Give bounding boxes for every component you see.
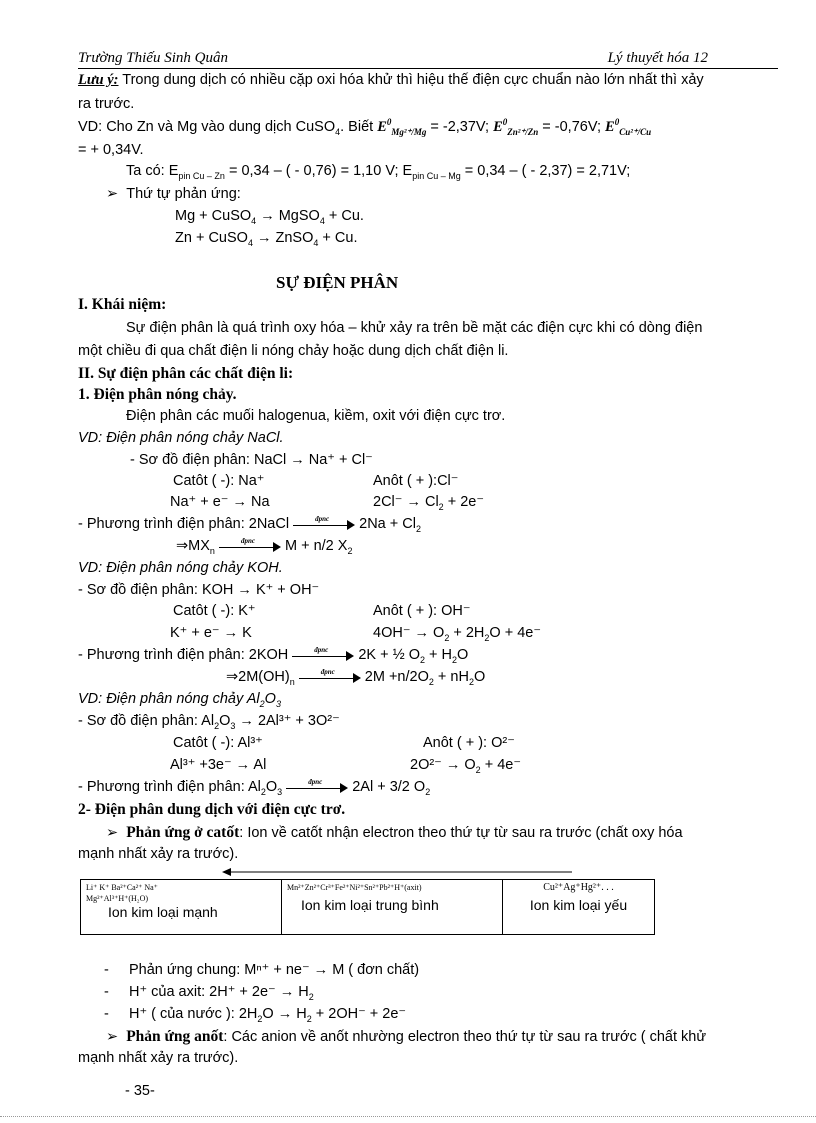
reaction-1: Mg + CuSO$_4$ → MgSO$_4$ + Cu. xyxy=(175,208,364,226)
vd-al2o3: VD: Điện phân nóng chảy $Al_2O_3$ xyxy=(78,691,281,709)
molten-desc: Điện phân các muối halogenua, kiềm, oxit với điện cực trơ. xyxy=(126,408,506,424)
cathode-reaction-line: ➢ Phản ứng ở catốt: Ion về catốt nhận electron theo thứ tự từ sau ra trước (chất oxy hóa xyxy=(106,824,683,841)
heading-concept: I. Khái niệm: xyxy=(78,296,167,313)
electrolysis-arrow-icon: đpnc xyxy=(219,540,281,552)
cathode-al: Catôt ( -): Al³⁺ xyxy=(173,735,263,751)
reaction-acid: - H⁺ của axit: $2H^+ + 2e^- \to H_2$ xyxy=(104,984,314,1002)
concept-p2: một chiều đi qua chất điện li nóng chảy hoặc dung dịch chất điện li. xyxy=(78,343,509,359)
bullet-arrow-icon: ➢ xyxy=(106,825,119,841)
page-footer-divider xyxy=(0,1116,816,1117)
equation-nacl: - Phương trình điện phân: 2NaCl đpnc $2Na + Cl_2$ xyxy=(78,515,421,534)
vd-nacl: VD: Điện phân nóng chảy NaCl. xyxy=(78,430,284,446)
bullet-arrow-icon: ➢ xyxy=(106,1029,119,1045)
heading-electrolysis: II. Sự điện phân các chất điện li: xyxy=(78,365,294,382)
cathode-koh-eq: K⁺ + e⁻ → K xyxy=(170,625,252,641)
cathode-koh: Catôt ( -): K⁺ xyxy=(173,603,256,619)
equation-koh: - Phương trình điện phân: 2KOH đpnc 2K + ½ $O_2 + H_2O$ xyxy=(78,646,469,665)
reaction-water: - H⁺ ( của nước ): $2H_2O \to H_2 + 2OH^- + 2e^-$ xyxy=(104,1006,407,1024)
reaction-general: - Phản ứng chung: Mⁿ⁺ + ne⁻ → M ( đơn chất) xyxy=(104,962,420,978)
anode-koh-eq: $4OH^- \to O_2 + 2H_2O + 4e^-$ xyxy=(373,625,541,643)
ion-cell-strong: Li⁺ K⁺ Ba²⁺Ca²⁺ Na⁺ Mg²⁺Al³⁺H⁺(H₂O) Ion kim loại mạnh xyxy=(81,880,282,935)
electrolysis-arrow-icon: đpnc xyxy=(286,781,348,793)
ion-table xyxy=(80,879,655,935)
cathode-al-eq: Al³⁺ +3e⁻ → Al xyxy=(170,757,267,773)
header-school: Trường Thiếu Sinh Quân xyxy=(78,50,228,66)
anode-nacl-eq: $2Cl^- \to Cl_2 + 2e^-$ xyxy=(373,494,484,512)
electrolysis-arrow-icon: đpnc xyxy=(293,518,355,530)
electrolysis-arrow-icon: đpnc xyxy=(292,649,354,661)
cathode-nacl-eq: Na⁺ + e⁻ → Na xyxy=(170,494,270,510)
scheme-nacl: - Sơ đồ điện phân: NaCl → Na⁺ + Cl⁻ xyxy=(130,452,373,468)
example-line-2: = + 0,34V. xyxy=(78,142,144,158)
anode-al: Anôt ( + ): O²⁻ xyxy=(423,735,515,751)
anode-reaction-line-2: mạnh nhất xảy ra trước). xyxy=(78,1050,239,1066)
example-line-1: VD: Cho Zn và Mg vào dung dịch CuSO$_4$. Biết $E^0_{Mg^{2+}/Mg} = -2,37V$; $E^0_{Zn^{2+}/Zn} = -0,76V$; $E^0_{Cu^{2+}/Cu}$ xyxy=(78,117,652,137)
section-title: SỰ ĐIỆN PHÂN xyxy=(276,273,399,292)
reaction-2: Zn + CuSO$_4$ → ZnSO$_4$ + Cu. xyxy=(175,230,358,248)
example-calc: Ta có: $E_{pin Cu - Zn} = 0,34$ – ( - 0,76) = 1,10 V; $E_{pin Cu - Mg} = 0,34$ – ( - 2,37) = 2,71V; xyxy=(126,163,631,181)
note-line-2: ra trước. xyxy=(78,96,135,112)
page-header xyxy=(78,50,778,69)
anode-koh: Anôt ( + ): OH⁻ xyxy=(373,603,471,619)
note-label: Lưu ý: xyxy=(78,72,119,88)
vd-koh: VD: Điện phân nóng chảy KOH. xyxy=(78,560,283,576)
heading-molten: 1. Điện phân nóng chảy. xyxy=(78,386,237,403)
order-arrow-icon xyxy=(222,866,574,878)
header-subject: Lý thuyết hóa 12 xyxy=(607,50,708,66)
anode-al-eq: $2O^{2-} \to O_2 + 4e^-$ xyxy=(410,757,521,775)
note-text: Trong dung dịch có nhiều cặp oxi hóa khử thì hiệu thế điện cực chuẩn nào lớn nhất thì xảy xyxy=(118,72,704,88)
general-eq-2: $\Rightarrow 2M(OH)_n$ đpnc $2M +n/2O_2 + nH_2O$ xyxy=(226,668,486,687)
electrolysis-arrow-icon: đpnc xyxy=(299,671,361,683)
note-line-1 xyxy=(78,72,704,89)
ion-cell-medium: Mn²⁺Zn²⁺Cr³⁺Fe²⁺Ni²⁺Sn²⁺Pb²⁺H⁺(axit) Ion kim loại trung bình xyxy=(282,880,503,935)
anode-reaction-line: ➢ Phản ứng anốt: Các anion về anốt nhường electron theo thứ tự từ sau ra trước ( chất khử xyxy=(106,1028,707,1045)
scheme-koh: - Sơ đồ điện phân: KOH → K⁺ + OH⁻ xyxy=(78,582,320,598)
page-number: - 35- xyxy=(125,1083,155,1099)
ion-cell-weak: Cu²⁺Ag⁺Hg²⁺. . . Ion kim loại yếu xyxy=(503,880,655,935)
cathode-nacl: Catôt ( -): Na⁺ xyxy=(173,473,265,489)
order-line: ➢ Thứ tự phản ứng: xyxy=(106,186,241,202)
heading-solution: 2- Điện phân dung dịch với điện cực trơ. xyxy=(78,801,346,818)
anode-nacl: Anôt ( + ):Cl⁻ xyxy=(373,473,459,489)
scheme-al2o3: - Sơ đồ điện phân: $Al_2O_3 \to 2Al^{3+} + 3O^{2-}$ xyxy=(78,713,340,731)
bullet-arrow-icon: ➢ xyxy=(106,186,119,202)
equation-al2o3: - Phương trình điện phân: $Al_2O_3$ đpnc 2Al + 3/2 $O_2$ xyxy=(78,778,431,797)
cathode-reaction-line-2: mạnh nhất xảy ra trước). xyxy=(78,846,239,862)
concept-p1: Sự điện phân là quá trình oxy hóa – khử xảy ra trên bề mặt các điện cực khi có dòng điện xyxy=(126,320,703,336)
general-eq-1: $\Rightarrow MX_n$ đpnc M + n/2 $X_2$ xyxy=(176,537,353,556)
